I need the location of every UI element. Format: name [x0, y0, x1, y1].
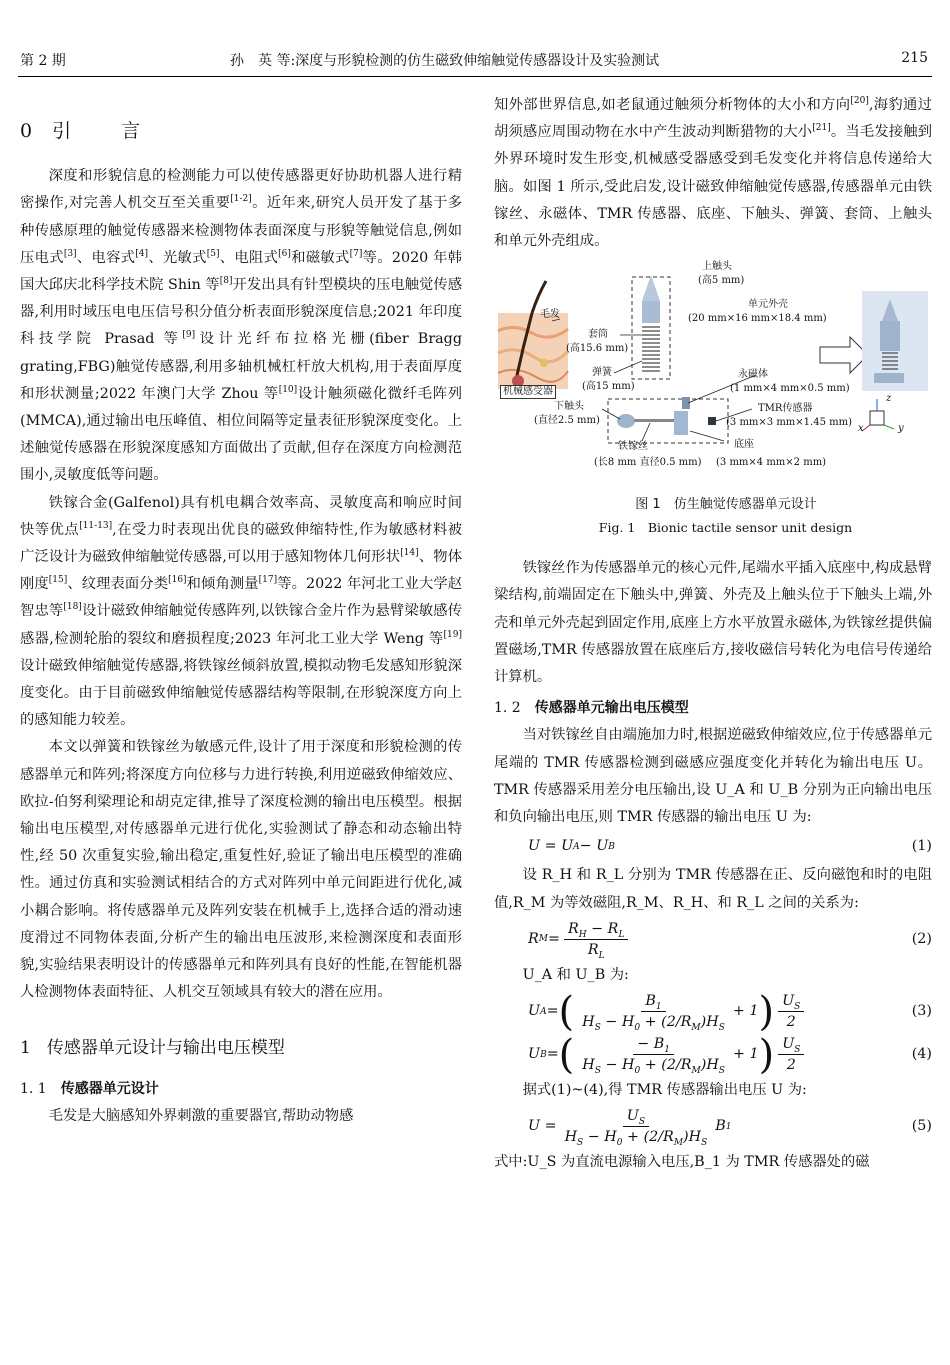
hair-skin-image [498, 281, 568, 389]
section-1-2-paragraph-1: 当对铁镓丝自由端施加力时,根据逆磁致伸缩效应,位于传感器单元尾端的 TMR 传感器检测到磁感应强度变化并转化为输出电压 U。TMR 传感器采用差分电压输出,设 U_A 和 U_B 分别为正向输出电压和负向输出电压,则 TMR 传感器的输出电压 U 为: [494, 727, 932, 826]
figure-caption-en: Fig. 1 Bionic tactile sensor unit design [598, 520, 853, 536]
page-header [0, 0, 950, 80]
label-wire-dim: (长8 mm 直径0.5 mm) [594, 457, 702, 469]
label-bottom-contact-dim: (直径2.5 mm) [534, 415, 600, 427]
label-top-contact-dim: (高5 mm) [698, 275, 745, 287]
axis-z-label: z [886, 393, 892, 405]
intro-heading: 0 引 言 [20, 120, 145, 142]
section-1-1-paragraph-cont: 知外部世界信息,如老鼠通过触须分析物体的大小和方向[20],海豹通过胡须感应周围动物在水中产生波动判断猎物的大小[21]。当毛发接触到外界环境时发生形变,机械感受器感受到毛发变化并将信息传递给大脑。如图 1 所示,受此启发,设计磁致伸缩触觉传感器,传感器单元由铁镓丝、永磁体、TMR 传感器、底座、下触头、弹簧、套筒、上触头和单元外壳组成。 [494, 96, 933, 250]
section-1-1-paragraph-2: 铁镓丝作为传感器单元的核心元件,尾端水平插入底座中,构成悬臂梁结构,前端固定在下触头中,弹簧、外壳及上触头位于下触头上端,外壳和单元外壳起到固定作用,底座上方水平放置永磁体,为铁镓丝提供偏置磁场,TMR 传感器放置在底座后方,接收磁信号转化为电信号传递给计算机。 [494, 560, 932, 686]
axis-y-label: y [898, 423, 904, 435]
section-1-2-paragraph-3: U_A 和 U_B 为: [522, 966, 629, 983]
label-magnet: 永磁体 [738, 369, 768, 381]
label-tmr: TMR传感器 [758, 403, 813, 415]
label-shell-dim: (20 mm×16 mm×18.4 mm) [688, 313, 827, 325]
intro-paragraph-3: 本文以弹簧和铁镓丝为敏感元件,设计了用于深度和形貌检测的传感器单元和阵列;将深度方向位移与力进行转换,利用逆磁致伸缩效应、欧拉-伯努利梁理论和胡克定律,推导了深度检测的输出电压模型。根据输出电压模型,对传感器单元进行优化,实验测试了静态和动态输出特性,经 50 次重复实验,输出稳定,重复性好,验证了输出电压模型的准确性。通过仿真和实验测试相结合的方式对阵列中单元间距进行优化,减小耦合影响。将传感器单元及阵列安装在机械手上,选择合适的滑动速度滑过不同物体表面,分析产生的输出电压波形,来检测深度和表面形貌,实验结果表明设计的传感器单元和阵列具有良好的性能,在智能机器人检测物体表面特征、人机交互领域具有较大的潜在应用。 [20, 739, 462, 1001]
axis-x-label: x [858, 423, 864, 435]
label-base: 底座 [734, 439, 754, 451]
equation-2: R M = $\frac{R_H - R_L}{R_L}$ (2) [528, 920, 932, 961]
issue-number: 第 2 期 [20, 53, 66, 69]
section-1-1-heading: 1. 1 传感器单元设计 [20, 1080, 159, 1097]
label-magnet-dim: (1 mm×4 mm×0.5 mm) [730, 383, 850, 395]
equation-4: U B = ( $\frac{- B_1}{H_S - H_0 + (2/R_M)H_S}$ + 1 ) $\frac{U_S}{2}$ (4) [528, 1031, 932, 1078]
right-column [494, 92, 932, 1176]
arrow-icon [820, 337, 868, 373]
label-base-dim: (3 mm×4 mm×2 mm) [716, 457, 827, 469]
running-title: 孙 英 等:深度与形貌检测的仿生磁致伸缩触觉传感器设计及实验测试 [230, 53, 660, 69]
equation-5: U = $\frac{U_S}{H_S - H_0 + (2/R_M)H_S}$ B 1 (5) [528, 1108, 932, 1149]
label-receptor: 机械感受器 [500, 385, 556, 399]
section-1-2-heading: 1. 2 传感器单元输出电压模型 [494, 700, 689, 717]
label-spring-dim: (高15 mm) [582, 381, 635, 393]
figure-1 [494, 261, 932, 491]
section-1-1-paragraph: 毛发是大脑感知外界刺激的重要器官,帮助动物感 [48, 1107, 354, 1124]
section-1-2-paragraph-2: 设 R_H 和 R_L 分别为 TMR 传感器在正、反向磁饱和时的电阻值,R_M 为等效磁阻,R_M、R_H、和 R_L 之间的关系为: [494, 867, 932, 911]
page-number: 215 [901, 50, 928, 66]
intro-paragraph-1: 深度和形貌信息的检测能力可以使传感器更好协助机器人进行精密操作,对完善人机交互至关重要[1-2]。近年来,研究人员开发了基于多种传感原理的触觉传感器来检测物体表面深度与形貌等触觉信息,例如压电式[3]、电容式[4]、光敏式[5]、电阻式[6]和磁敏式[7]等。2020 年韩国大邱庆北科学技术院 Shin 等[8]开发出具有针型模块的压电触觉传感器,利用时域压电电压信号积分值分析表面形貌深度信息;2021 年印度科技学院 Prasad 等[9]设计光纤布拉格光栅(fiber Bragg grating,FBG)触觉传感器,利用多轴机械杠杆放大机构,用于表面厚度和形状测量;2022 年澳门大学 Zhou 等[10]设计触须磁化微纤毛阵列(MMCA),通过输出电压峰值、相位间隔等定量表征形貌深度变化。上述触觉传感器在形貌深度感知方面做出了贡献,但存在深度方向检测范围小,灵敏度低等问题。 [20, 168, 463, 484]
section-1-2-paragraph-5: 式中:U_S 为直流电源输入电压,B_1 为 TMR 传感器处的磁 [494, 1154, 870, 1171]
left-column [20, 92, 462, 1130]
label-top-contact: 上触头 [702, 261, 732, 273]
sensor-diagram [494, 261, 932, 491]
equation-1: U = U A − U B (1) [528, 838, 932, 855]
label-shell: 单元外壳 [748, 299, 788, 311]
label-sleeve-dim: (高15.6 mm) [566, 343, 629, 355]
label-sleeve: 套筒 [588, 329, 608, 341]
label-wire: 铁镓丝 [618, 441, 648, 453]
label-tmr-dim: (3 mm×3 mm×1.45 mm) [726, 417, 852, 429]
section-1-heading: 1 传感器单元设计与输出电压模型 [20, 1037, 285, 1058]
label-hair: 毛发 [540, 309, 560, 321]
equation-3: U A = ( $\frac{B_1}{H_S - H_0 + (2/R_M)H_S}$ + 1 ) $\frac{U_S}{2}$ (3) [528, 988, 932, 1035]
intro-paragraph-2: 铁镓合金(Galfenol)具有机电耦合效率高、灵敏度高和响应时间快等优点[11-13],在受力时表现出优良的磁致伸缩特性,作为敏感材料被广泛设计为磁致伸缩触觉传感器,可以用于感知物体几何形状[14]、物体刚度[15]、纹理表面分类[16]和倾角测量[17]等。2022 年河北工业大学赵智忠等[18]设计磁致伸缩触觉传感阵列,以铁镓合金片作为悬臂梁敏感传感器,检测轮胎的裂纹和磨损程度;2023 年河北工业大学 Weng 等[19]设计磁致伸缩触觉传感器,将铁镓丝倾斜放置,模拟动物毛发感知形貌深度变化。由于目前磁致伸缩触觉传感器结构等限制,在形貌深度方向上的感知能力较差。 [20, 494, 463, 729]
label-spring: 弹簧 [592, 367, 612, 379]
header-rule [18, 76, 932, 77]
label-bottom-contact: 下触头 [554, 401, 584, 413]
figure-caption-cn: 图 1 仿生触觉传感器单元设计 [635, 497, 817, 513]
sensor-unit-exploded [608, 275, 728, 443]
section-1-2-paragraph-4: 据式(1)~(4),得 TMR 传感器输出电压 U 为: [522, 1082, 807, 1099]
sensor-unit-assembled [862, 291, 928, 391]
